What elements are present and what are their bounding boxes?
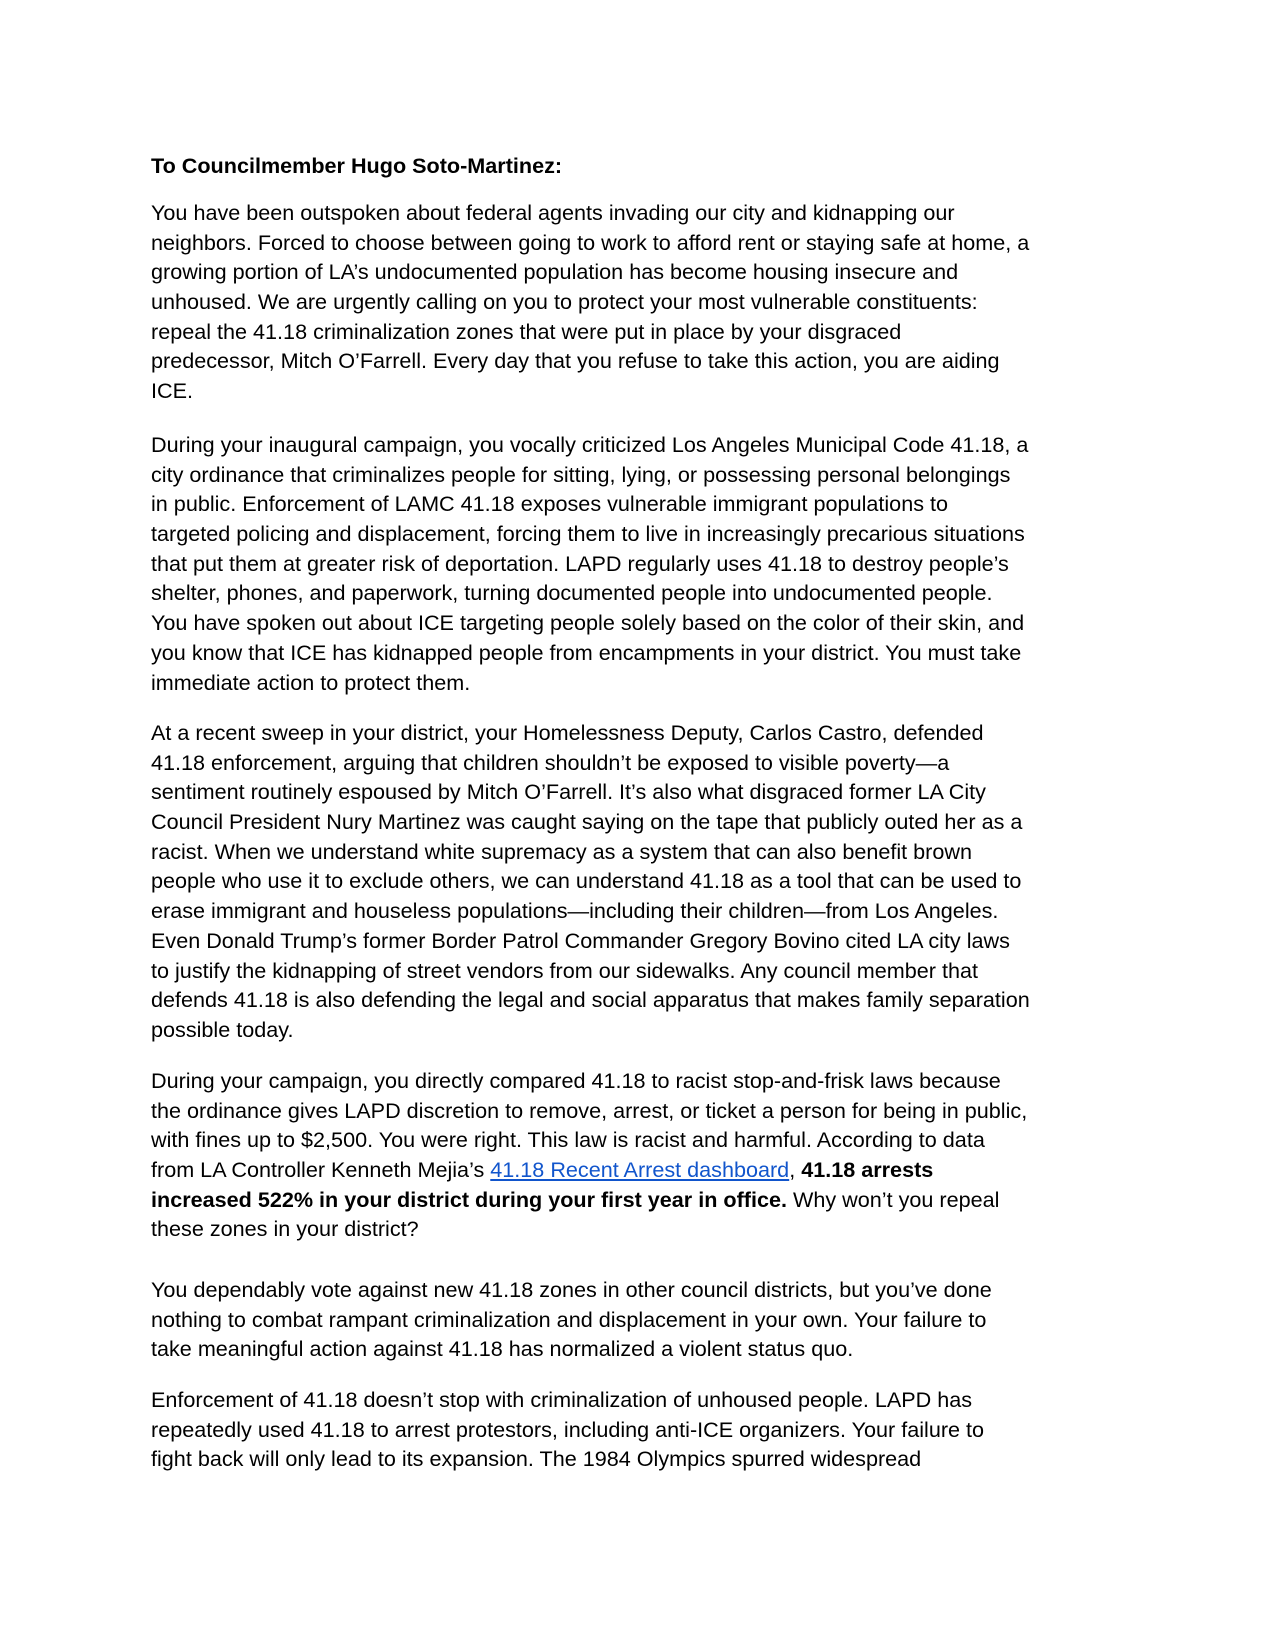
paragraph-line: erase immigrant and houseless populations—including their children—from Los Angeles. (151, 898, 999, 924)
paragraph-line: At a recent sweep in your district, your Homelessness Deputy, Carlos Castro, defended (151, 720, 984, 745)
paragraph-line: targeted policing and displacement, forcing them to live in increasingly precarious situations (151, 521, 1025, 547)
paragraph-line: Enforcement of 41.18 doesn’t stop with criminalization of unhoused people. LAPD has (151, 1387, 973, 1412)
paragraph-line: 41.18 enforcement, arguing that children shouldn’t be exposed to visible poverty—a (151, 749, 950, 775)
paragraph-line: possible today. (151, 1016, 294, 1042)
paragraph-line: repeal the 41.18 criminalization zones that were put in place by your disgraced (151, 318, 902, 344)
salutation-text: To Councilmember Hugo Soto-Martinez: (151, 153, 563, 178)
paragraph-line: Even Donald Trump’s former Border Patrol Commander Gregory Bovino cited LA city laws (151, 927, 1010, 953)
paragraph-line: You dependably vote against new 41.18 zones in other council districts, but you’ve done (151, 1277, 992, 1302)
paragraph-line: you know that ICE has kidnapped people from encampments in your district. You must take (151, 639, 1022, 665)
paragraph-line: to justify the kidnapping of street vendors from our sidewalks. Any council member that (151, 957, 978, 983)
paragraph-line: During your campaign, you directly compared 41.18 to racist stop-and-frisk laws because (151, 1068, 1001, 1093)
paragraph-line: city ordinance that criminalizes people for sitting, lying, or possessing personal belongings (151, 461, 1011, 487)
paragraph-line-with-link (151, 1155, 1151, 1185)
paragraph-line: in public. Enforcement of LAMC 41.18 exposes vulnerable immigrant populations to (151, 491, 949, 517)
paragraph-line: fight back will only lead to its expansion. The 1984 Olympics spurred widespread (151, 1446, 922, 1472)
paragraph-line: repeatedly used 41.18 to arrest protestors, including anti-ICE organizers. Your failure to (151, 1416, 985, 1442)
paragraph-line: Council President Nury Martinez was caught saying on the tape that publicly outed her as a (151, 809, 1023, 835)
paragraph-line: these zones in your district? (151, 1216, 419, 1242)
paragraph-line: neighbors. Forced to choose between going to work to afford rent or staying safe at home, a (151, 229, 1030, 255)
paragraph-5 (151, 1275, 1151, 1364)
paragraph-4 (151, 1066, 1151, 1244)
line-prefix: from LA Controller Kenneth Mejia’s (151, 1157, 491, 1183)
arrest-dashboard-link[interactable]: 41.18 Recent Arrest dashboard (490, 1157, 790, 1183)
paragraph-line: ICE. (151, 378, 193, 404)
bold-stat-continued: increased 522% in your district during your first year in office. (151, 1186, 787, 1212)
paragraph-line: sentiment routinely espoused by Mitch O’Farrell. It’s also what disgraced former LA City (151, 779, 986, 805)
paragraph-line: racist. When we understand white supremacy as a system that can also benefit brown (151, 838, 972, 864)
paragraph-6 (151, 1385, 1151, 1474)
paragraph-line: You have been outspoken about federal agents invading our city and kidnapping our (151, 200, 955, 225)
paragraph-line: with fines up to $2,500. You were right. This law is racist and harmful. According to data (151, 1127, 985, 1153)
paragraph-line: unhoused. We are urgently calling on you to protect your most vulnerable constituents: (151, 289, 978, 315)
paragraph-line: that put them at greater risk of deportation. LAPD regularly uses 41.18 to destroy people’s (151, 550, 1009, 576)
bold-stat: 41.18 arrests (801, 1157, 934, 1183)
paragraph-line: During your inaugural campaign, you vocally criticized Los Angeles Municipal Code 41.18, a (151, 432, 1029, 457)
paragraph-line: defends 41.18 is also defending the legal and social apparatus that makes family separation (151, 987, 1030, 1013)
paragraph-2 (151, 430, 1151, 697)
paragraph-line: take meaningful action against 41.18 has normalized a violent status quo. (151, 1336, 854, 1362)
paragraph-1 (151, 198, 1151, 406)
paragraph-line: immediate action to protect them. (151, 669, 471, 695)
paragraph-line: You have spoken out about ICE targeting people solely based on the color of their skin, and (151, 610, 1025, 636)
paragraph-line: shelter, phones, and paperwork, turning documented people into undocumented people. (151, 580, 993, 606)
paragraph-line: growing portion of LA’s undocumented population has become housing insecure and (151, 259, 959, 285)
salutation (151, 151, 1151, 181)
paragraph-line: people who use it to exclude others, we can understand 41.18 as a tool that can be used to (151, 868, 1022, 894)
line-comma: , (789, 1157, 802, 1183)
line-rest: Why won’t you repeal (787, 1186, 1000, 1212)
paragraph-line: predecessor, Mitch O’Farrell. Every day that you refuse to take this action, you are aiding (151, 348, 1000, 374)
paragraph-line-with-bold (151, 1185, 1151, 1215)
paragraph-line: the ordinance gives LAPD discretion to remove, arrest, or ticket a person for being in public, (151, 1097, 1028, 1123)
paragraph-line: nothing to combat rampant criminalization and displacement in your own. Your failure to (151, 1306, 987, 1332)
paragraph-3 (151, 718, 1151, 1045)
